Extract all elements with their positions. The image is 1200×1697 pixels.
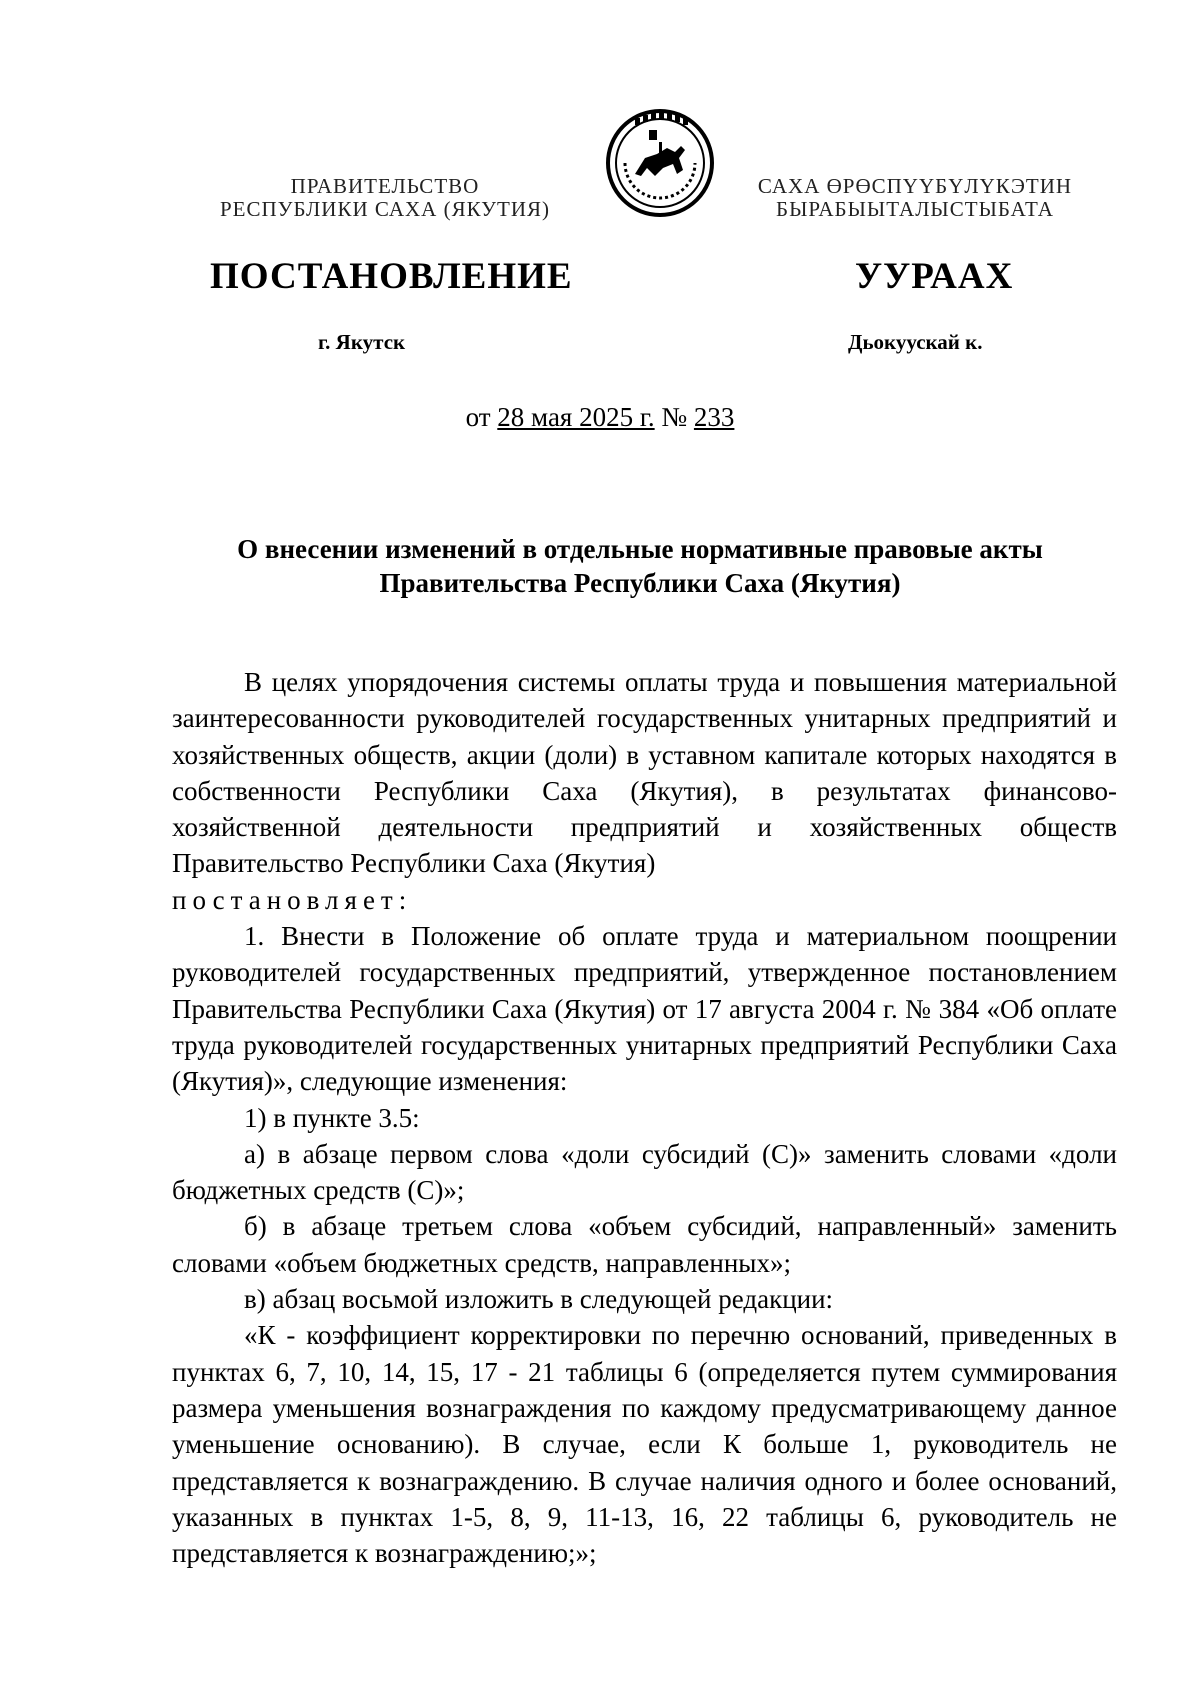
paragraph-resolves: постановляет: (172, 884, 413, 915)
header-right-line1: САХА ӨРӨСПҮҮБҮЛҮКЭТИН (757, 174, 1073, 198)
date-value: 28 мая 2025 г. (497, 402, 655, 432)
paragraph-quote: «К - коэффициент корректировки по перечню оснований, приведенных в пунктах 6, 7, 10, 14, 15, 17 - 21 таблицы 6 (определяется путем суммирования размера уменьшения вознаграждения по каждому предусматривающему данное уменьшение основанию). В случае, если К больше 1, руководитель не представляется к вознаграждению. В случае наличия одного и более оснований, указанных в пунктах 1-5, 8, 9, 11-13, 16, 22 таблицы 6, руководитель не представляется к вознаграждению;»; (172, 1320, 1117, 1569)
header-right-line2: БЫРАБЫЫТАЛЫСТЫБАТА (776, 197, 1054, 222)
header-right (735, 175, 1095, 221)
number-label: № (661, 402, 688, 432)
date-prefix: от (465, 402, 491, 432)
header-left (175, 175, 595, 221)
paragraph-item-1: 1. Внести в Положение об оплате труда и материальном поощрении руководителей государственных предприятий, утвержденное постановлением Правительства Республики Саха (Якутия) от 17 августа 2004 г. № 384 «Об оплате труда руководителей государственных унитарных предприятий Республики Саха (Якутия)», следующие изменения: (172, 921, 1117, 1097)
city-sakha: Дьокуускай к. (848, 330, 983, 354)
title-line1: О внесении изменений в отдельные нормативные правовые акты (237, 534, 1043, 564)
header-left-line1: ПРАВИТЕЛЬСТВО (290, 174, 480, 198)
doc-type-sakha: УУРААХ (855, 256, 1014, 297)
header-left-line2: РЕСПУБЛИКИ САХА (ЯКУТИЯ) (219, 197, 551, 222)
document-number: 233 (693, 402, 735, 432)
coat-of-arms-emblem (605, 108, 715, 218)
paragraph-subitem-a: а) в абзаце первом слова «доли субсидий (С)» заменить словами «доли бюджетных средств (С)»; (172, 1138, 1117, 1206)
city-ru: г. Якутск (318, 330, 406, 354)
paragraph-subitem-v: в) абзац восьмой изложить в следующей редакции: (244, 1284, 834, 1315)
doc-type-ru: ПОСТАНОВЛЕНИЕ (210, 256, 573, 297)
document-date (0, 402, 1200, 433)
paragraph-subitem-1: 1) в пункте 3.5: (244, 1102, 420, 1133)
title-line2: Правительства Республики Саха (Якутия) (379, 568, 901, 598)
document-body (172, 664, 1117, 1571)
document-title (200, 532, 1080, 600)
paragraph-preamble: В целях упорядочения системы оплаты труда и повышения материальной заинтересованности руководителей государственных унитарных предприятий и хозяйственных обществ, акции (доли) в уставном капитале которых находятся в собственности Республики Саха (Якутия), в результатах финансово-хозяйственной деятельности предприятий и хозяйственных обществ Правительство Республики Саха (Якутия) (172, 667, 1117, 879)
paragraph-subitem-b: б) в абзаце третьем слова «объем субсидий, направленный» заменить словами «объем бюджетных средств, направленных»; (172, 1211, 1117, 1278)
